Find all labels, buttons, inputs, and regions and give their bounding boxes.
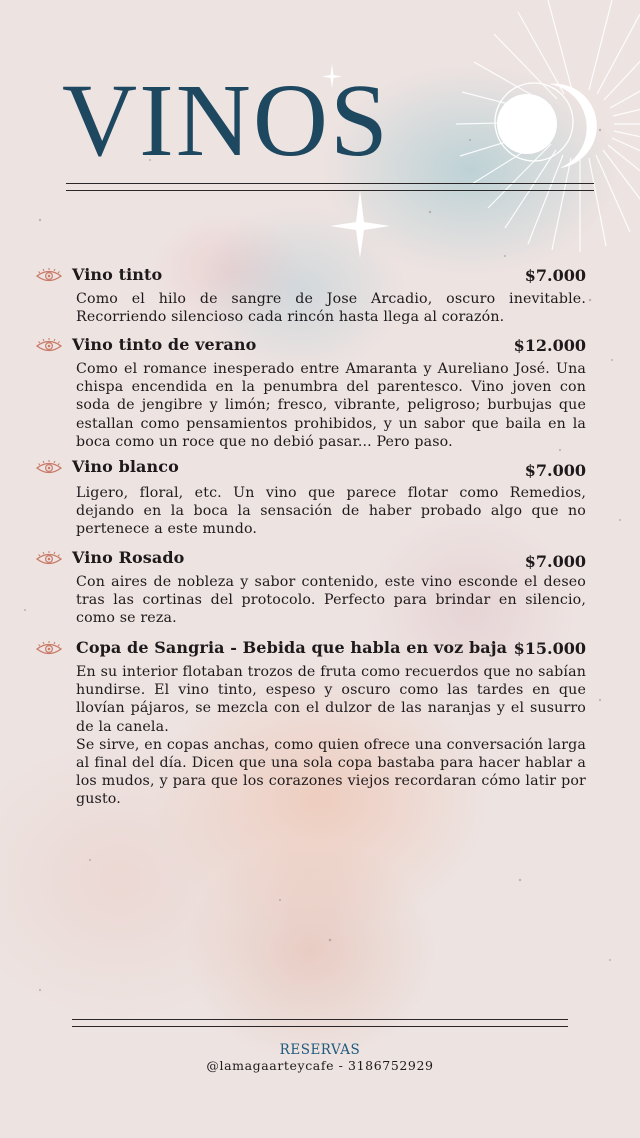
sparkle-star-icon [330, 190, 390, 258]
footer-divider-bottom [72, 1026, 568, 1027]
moon-sun-icon [456, 0, 640, 252]
item-description [76, 290, 586, 326]
item-name: Vino Rosado [72, 548, 185, 567]
eye-icon [36, 338, 62, 354]
item-description [76, 484, 586, 539]
item-description [76, 663, 586, 809]
description-paragraph: En su interior flotaban trozos de fruta como recuerdos que no sabían hundirse. El vino tinto, espeso y oscuro como las tardes en que llovían pájaros, se mezcla con el dulzor de las naranjas y el susurro de la canela. [76, 664, 586, 735]
header-divider-top [66, 183, 594, 184]
description-paragraph: Se sirve, en copas anchas, como quien ofrece una conversación larga al final del día. Dicen que una sola copa bastaba para hacer hablar a los mudos, y para que los corazones viejos recordaran cómo latir por gusto. [76, 736, 586, 808]
eye-icon [36, 268, 62, 284]
menu-item-vino-blanco [36, 457, 586, 539]
item-name: Vino blanco [72, 457, 179, 476]
item-name: Vino tinto [72, 265, 163, 284]
description-paragraph: Ligero, floral, etc. Un vino que parece flotar como Remedios, dejando en la boca la sensación de haber probado algo que no pertenece a este mundo. [76, 485, 586, 538]
description-paragraph: Con aires de nobleza y sabor contenido, este vino esconde el deseo tras las cortinas del protocolo. Perfecto para brindar en silencio, como se reza. [76, 574, 586, 627]
eye-icon [36, 641, 62, 657]
page-title: VINOS [62, 63, 390, 178]
menu-item-vino-tinto [36, 265, 586, 326]
item-price: $7.000 [524, 266, 586, 285]
item-description [76, 573, 586, 628]
item-name: Vino tinto de verano [72, 335, 257, 354]
item-price: $15.000 [513, 639, 586, 658]
description-paragraph: Como el hilo de sangre de Jose Arcadio, oscuro inevitable. Recorriendo silencioso cada rincón hasta llega al corazón. [76, 291, 586, 326]
reservations-contact: @lamagaarteycafe - 3186752929 [206, 1058, 434, 1073]
item-price: $12.000 [513, 336, 586, 355]
item-price: $7.000 [524, 552, 586, 571]
footer-divider-top [72, 1019, 568, 1020]
item-description [76, 360, 586, 451]
item-price: $7.000 [524, 461, 586, 480]
menu-item-vino-tinto-de-verano [36, 335, 586, 451]
description-paragraph: Como el romance inesperado entre Amaranta y Aureliano José. Una chispa encendida en la penumbra del parentesco. Vino joven con soda de jengibre y limón; fresco, vibrante, peligroso; burbujas que estallan como pensamientos prohibidos, y un sabor que baila en la boca como un roce que no debió pasar... Pero paso. [76, 361, 586, 450]
menu-item-vino-rosado [36, 548, 586, 628]
header-divider-bottom [66, 190, 594, 191]
eye-icon [36, 551, 62, 567]
item-name: Copa de Sangria - Bebida que habla en voz baja [76, 638, 508, 657]
reservations-label: RESERVAS [279, 1042, 361, 1058]
menu-item-copa-de-sangria [36, 638, 586, 809]
eye-icon [36, 460, 62, 476]
